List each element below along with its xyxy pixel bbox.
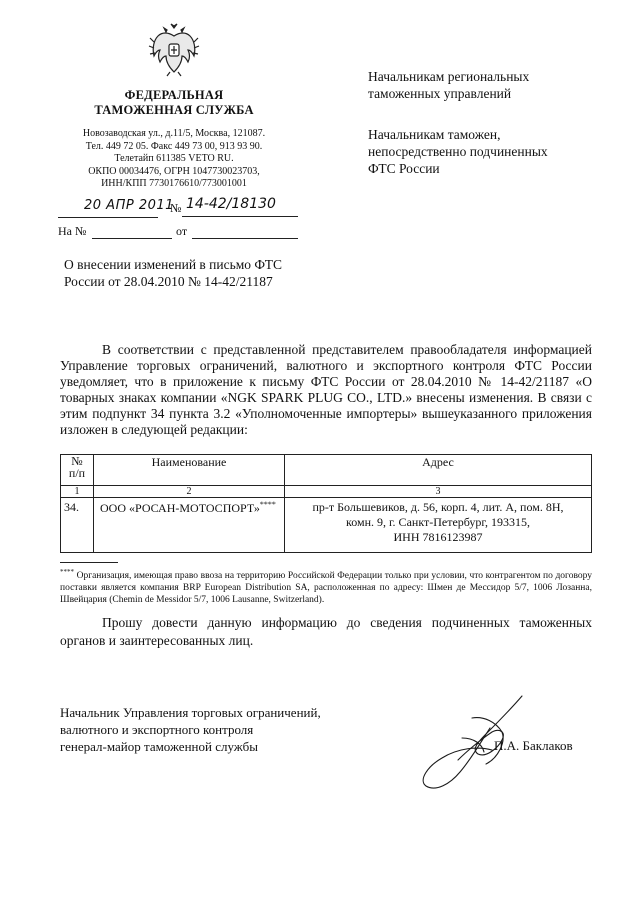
registration-number: 14-42/18130 (186, 196, 276, 212)
importers-table (60, 454, 592, 553)
header-number-line-1: № (71, 454, 83, 468)
header-number (61, 455, 94, 486)
reference-date-line (192, 238, 298, 239)
row-name (94, 498, 285, 553)
header-address: Адрес (285, 455, 592, 486)
address-line: ИНН/КПП 7730176610/773001001 (101, 178, 247, 190)
organization-address (50, 128, 298, 191)
letter-subject: О внесении изменений в письмо ФТС России от 28.04.2010 № 14-42/21187 (64, 257, 283, 289)
address-line: ОКПО 00034476, ОГРН 1047730023703, (88, 165, 260, 177)
index-cell: 1 (61, 486, 94, 498)
footnote-separator (60, 562, 118, 563)
footnote-mark: **** (60, 568, 74, 576)
reg-number-underline (182, 216, 298, 217)
recipient-line: таможенных управлений (368, 86, 512, 101)
header-number-line-2: п/п (68, 466, 86, 480)
table-header-row (61, 455, 592, 486)
table-row (61, 498, 592, 553)
footnote-text: Организация, имеющая право ввоза на территорию Российской Федерации только при условии, что контрагентом по договору поставки является компания BRP European Distribution SA, расположенная по адресу: Шмен де Мессидор 5/7, 1006 Лозанна, Швейцария (Chemin de Messidor 5/7, 1006 Lausanne, Switzerland). (60, 571, 592, 606)
recipient-line: непосредственно подчиненных (368, 144, 548, 159)
org-line-2: ТАМОЖЕННАЯ СЛУЖБА (94, 103, 254, 117)
row-number: 34. (61, 498, 94, 553)
registration-number-label: № (170, 201, 182, 215)
position-line: Начальник Управления торговых ограничений, (60, 705, 321, 720)
signer-name: П.А. Баклаков (494, 738, 573, 753)
position-line: генерал-майор таможенной службы (60, 739, 258, 754)
coat-of-arms-icon (148, 22, 200, 78)
row-name-mark: **** (259, 500, 276, 509)
footnote (60, 566, 592, 606)
address-line: Новозаводская ул., д.11/5, Москва, 121087. (82, 128, 266, 139)
reference-number-line (92, 238, 172, 239)
recipient-regional (368, 68, 628, 102)
address-line: Тел. 449 72 05. Факс 449 73 00, 913 93 90. (85, 140, 263, 152)
index-cell: 2 (94, 486, 285, 498)
organization-name (50, 88, 298, 118)
row-address-line: комн. 9, г. Санкт-Петербург, 193315, (345, 515, 531, 529)
row-address (285, 498, 592, 553)
reference-label: На № (58, 224, 87, 238)
index-cell: 3 (285, 486, 592, 498)
row-name-text: ООО «РОСАН-МОТОСПОРТ» (100, 501, 260, 515)
reg-date-underline (58, 216, 158, 218)
table-index-row (61, 486, 592, 498)
registration-date: 20 АПР 2011 (84, 198, 174, 213)
recipient-line: Начальникам региональных (368, 69, 530, 84)
recipient-line: Начальникам таможен, (368, 127, 501, 142)
row-address-line: пр-т Большевиков, д. 56, корп. 4, лит. А, пом. 8Н, (312, 500, 564, 514)
address-line: Телетайп 611385 VETO RU. (114, 153, 234, 165)
letter-body: В соответствии с представленной представителем правообладателя информацией Управление торговых ограничений, валютного и экспортного контроля ФТС России уведомляет, что в приложение к письму ФТС России от 28.04.2010 № 14-42/21187 «О товарных знаках компании «NGK SPARK PLUG CO., LTD.» внесены изменения. В связи с этим подпункт 34 пункта 3.2 «Уполномоченные импортеры» вышеуказанного приложения изложен в следующей редакции: (60, 342, 592, 437)
signer-position (60, 704, 380, 755)
position-line: валютного и экспортного контроля (60, 722, 254, 737)
row-address-line: ИНН 7816123987 (393, 530, 483, 544)
request-paragraph: Прошу довести данную информацию до сведения подчиненных таможенных органов и заинтересованных лиц. (60, 615, 592, 648)
header-name: Наименование (94, 455, 285, 486)
reference-from-label: от (176, 224, 188, 238)
recipient-customs (368, 126, 628, 177)
org-line-1: ФЕДЕРАЛЬНАЯ (124, 88, 224, 102)
recipient-line: ФТС России (368, 161, 440, 176)
